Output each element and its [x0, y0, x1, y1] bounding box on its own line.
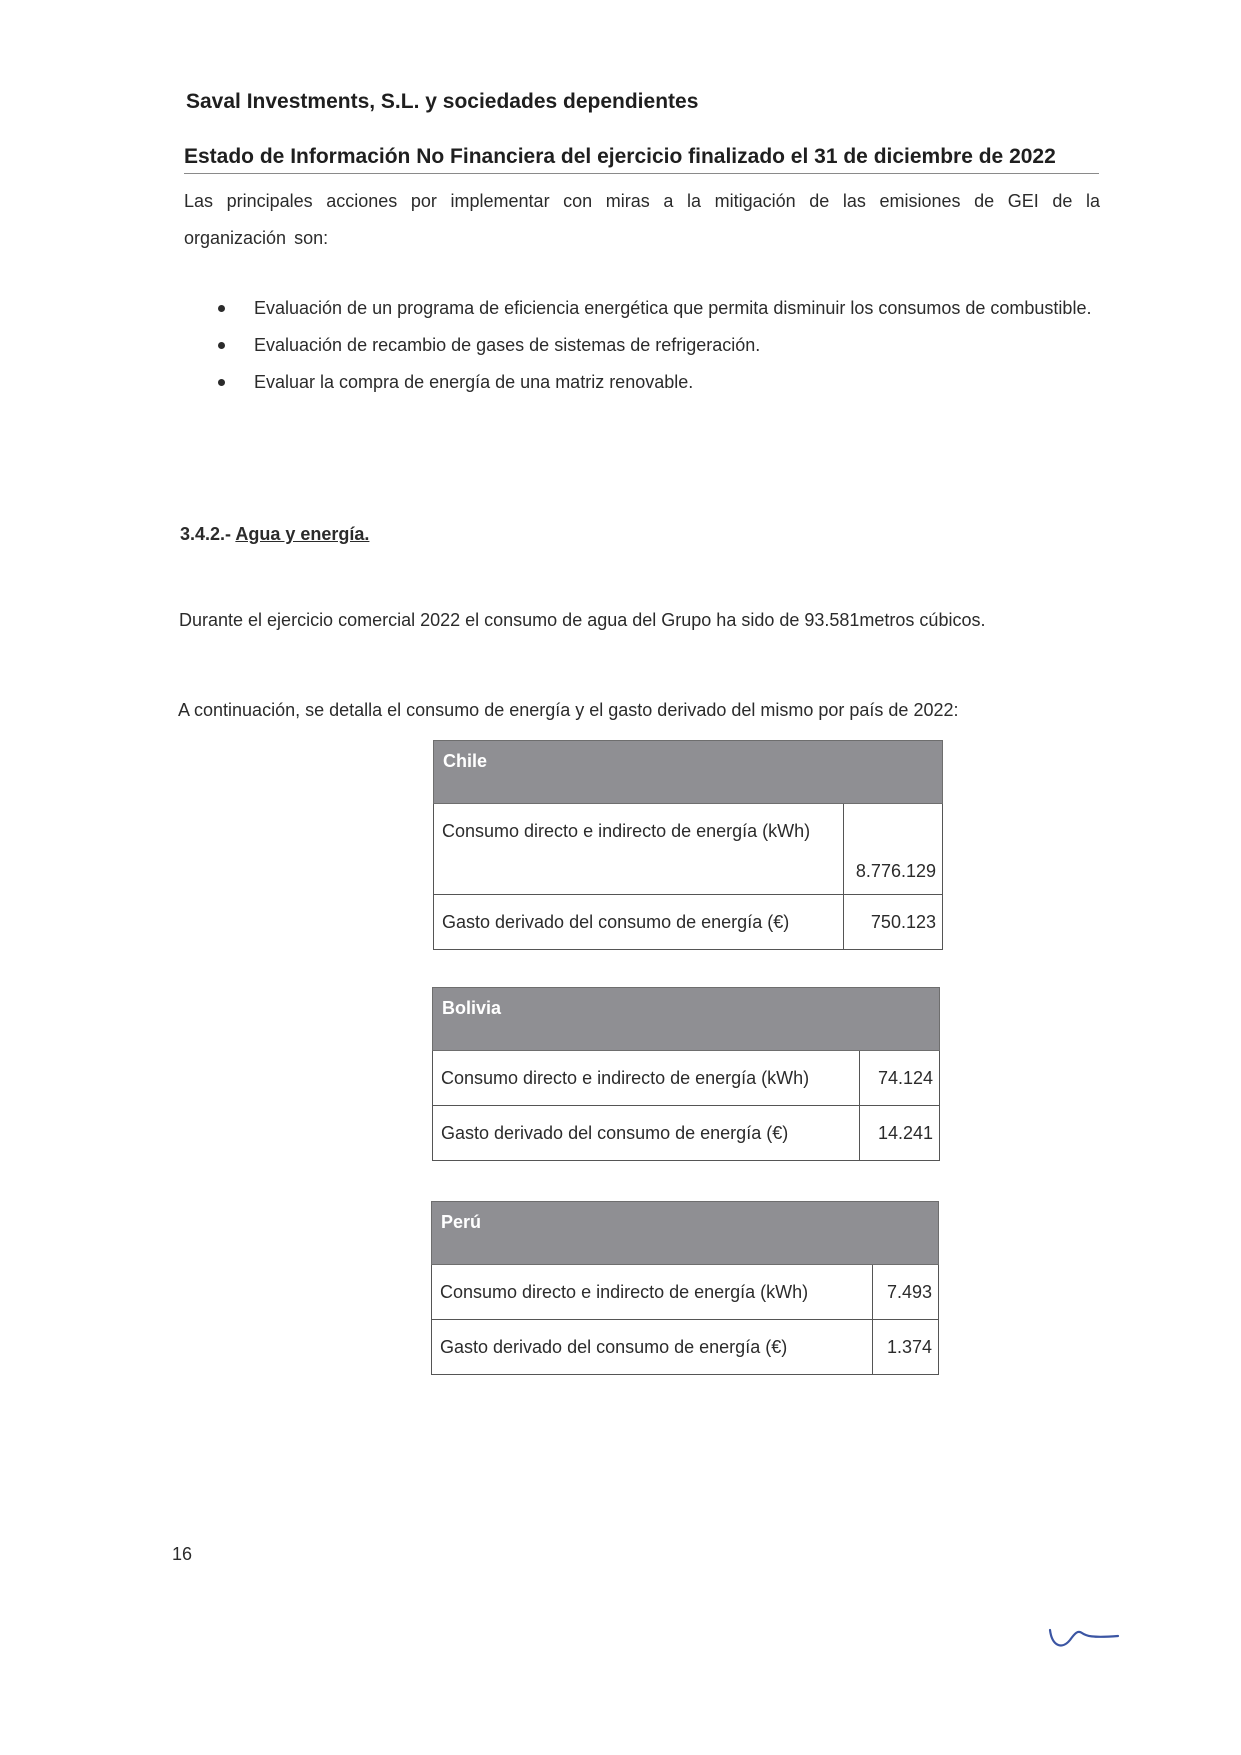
row-label: Consumo directo e indirecto de energía (kWh)	[433, 1051, 860, 1106]
row-value: 7.493	[873, 1265, 939, 1320]
table-row	[433, 1051, 940, 1106]
list-item	[216, 364, 1102, 401]
peru-energy-table	[431, 1201, 939, 1375]
list-item-text: Evaluación de un programa de eficiencia energética que permita disminuir los consumos de combustible.	[254, 298, 1092, 318]
row-label: Consumo directo e indirecto de energía (kWh)	[434, 804, 844, 895]
company-title: Saval Investments, S.L. y sociedades dependientes	[186, 90, 699, 113]
table-header-row	[433, 988, 940, 1051]
table-row	[432, 1265, 939, 1320]
row-label: Gasto derivado del consumo de energía (€)	[434, 895, 844, 950]
water-consumption-paragraph: Durante el ejercicio comercial 2022 el consumo de agua del Grupo ha sido de 93.581metros cúbicos.	[179, 610, 986, 630]
list-item	[216, 290, 1102, 327]
row-label: Gasto derivado del consumo de energía (€)	[432, 1320, 873, 1375]
table-row	[434, 804, 943, 895]
initials-signature-icon	[1048, 1624, 1120, 1656]
chile-energy-table	[433, 740, 943, 950]
row-value: 74.124	[860, 1051, 940, 1106]
table-header-row	[432, 1202, 939, 1265]
table-row	[432, 1320, 939, 1375]
bullet-icon	[218, 379, 225, 386]
list-item-text: Evaluación de recambio de gases de sistemas de refrigeración.	[254, 335, 761, 355]
bullet-icon	[218, 305, 225, 312]
section-number: 3.4.2.-	[180, 524, 232, 544]
table-header-row	[434, 741, 943, 804]
bolivia-energy-table	[432, 987, 940, 1161]
table-header: Bolivia	[433, 988, 940, 1051]
intro-paragraph: Las principales acciones por implementar con miras a la mitigación de las emisiones de GEI de la organización son:	[184, 191, 1100, 248]
table-row	[434, 895, 943, 950]
table-row	[433, 1106, 940, 1161]
row-label: Gasto derivado del consumo de energía (€)	[433, 1106, 860, 1161]
row-value: 1.374	[873, 1320, 939, 1375]
table-header: Chile	[434, 741, 943, 804]
row-value: 8.776.129	[844, 804, 943, 895]
row-value: 14.241	[860, 1106, 940, 1161]
table-header: Perú	[432, 1202, 939, 1265]
report-title: Estado de Información No Financiera del ejercicio finalizado el 31 de diciembre de 2022	[184, 145, 1099, 174]
row-value: 750.123	[844, 895, 943, 950]
energy-intro-paragraph: A continuación, se detalla el consumo de energía y el gasto derivado del mismo por país de 2022:	[178, 700, 959, 720]
row-label: Consumo directo e indirecto de energía (kWh)	[432, 1265, 873, 1320]
list-item-text: Evaluar la compra de energía de una matriz renovable.	[254, 372, 694, 392]
list-item	[216, 327, 1102, 364]
section-heading	[180, 524, 369, 545]
section-title: Agua y energía.	[235, 524, 370, 544]
mitigation-actions-list	[216, 290, 1102, 401]
bullet-icon	[218, 342, 225, 349]
page-number: 16	[172, 1544, 193, 1564]
